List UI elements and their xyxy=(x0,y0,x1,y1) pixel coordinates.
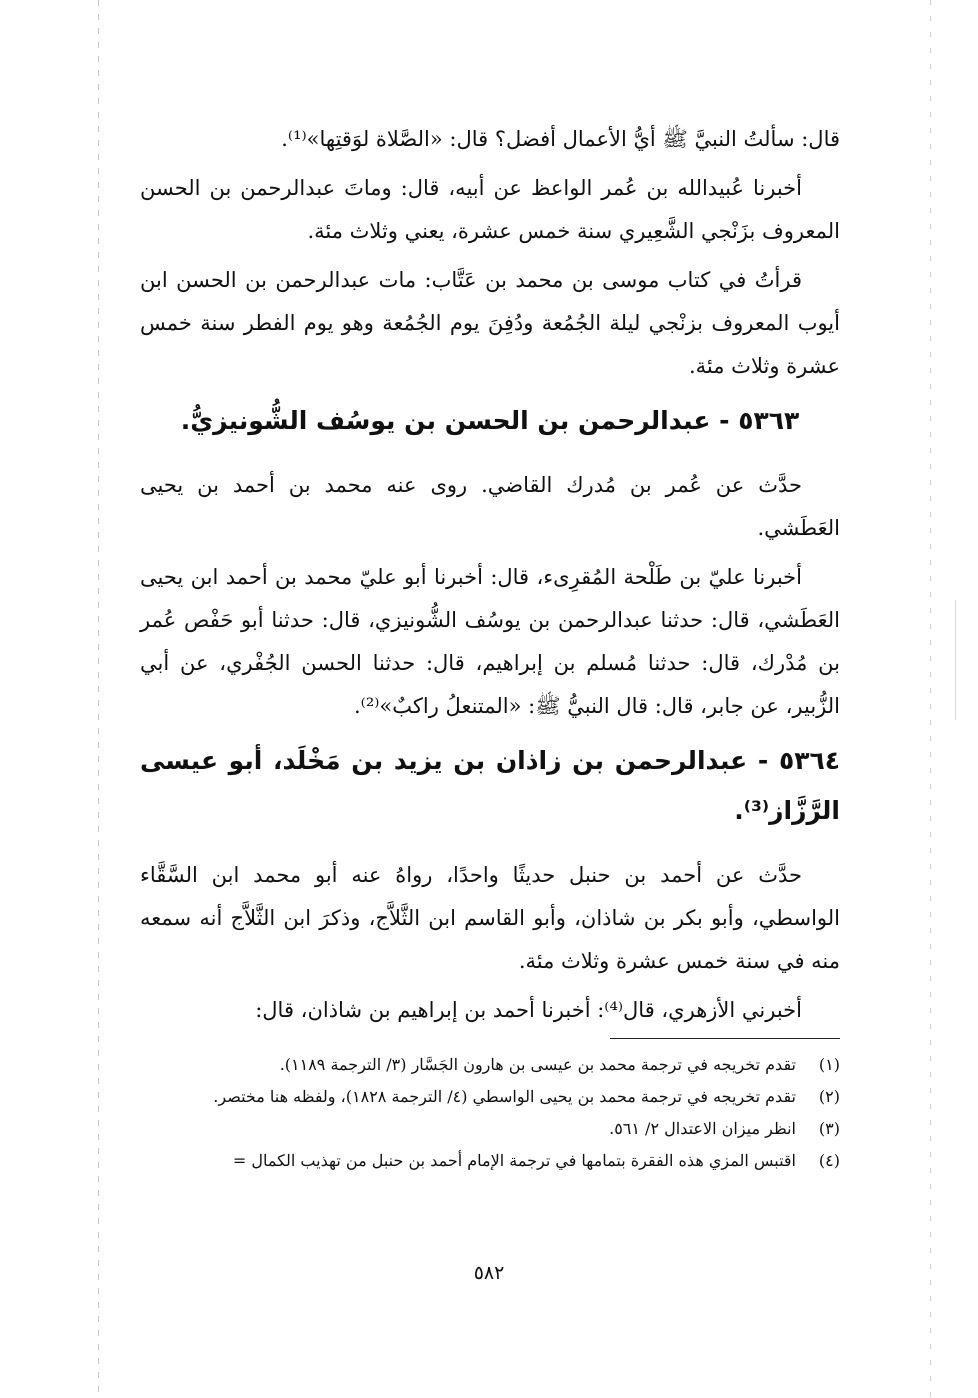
footnote-number: (١) xyxy=(818,1055,840,1074)
footnote-number: (٢) xyxy=(818,1087,840,1106)
scan-edge-left xyxy=(98,0,99,1398)
footnote-text: تقدم تخريجه في ترجمة محمد بن يحيى الواسطي (٤/ الترجمة ١٨٢٨)، ولفظه هنا مختصر. xyxy=(213,1087,796,1106)
footnote-text: انظر ميزان الاعتدال ٢/ ٥٦١. xyxy=(609,1119,796,1138)
paragraph-hadith-prayer: قال: سألتُ النبيَّ ﷺ أيُّ الأعمال أفضل؟ قال: «الصَّلاة لوَقتِها»⁽¹⁾. xyxy=(281,127,840,151)
paragraph-azhari: أخبرني الأزهري، قال⁽⁴⁾: أخبرنا أحمد بن إبراهيم بن شاذان، قال: xyxy=(255,998,802,1022)
entry-heading-5363: ٥٣٦٣ - عبدالرحمن بن الحسن بن يوسُف الشُّونيزيُّ. xyxy=(180,406,800,435)
footnote-item xyxy=(140,1049,840,1081)
footnote-item xyxy=(140,1081,840,1113)
page-body xyxy=(140,118,840,1358)
footnote-item xyxy=(140,1145,840,1177)
footnote-item xyxy=(140,1113,840,1145)
paragraph-ahmad-hadith: حدَّث عن أحمد بن حنبل حديثًا واحدًا، رواهُ عنه أبو محمد ابن السَّقَّاء الواسطي، وأبو بكر بن شاذان، وأبو القاسم ابن الثَّلاَّج، وذكرَ ابن الثَّلاَّج أنه سمعه منه في سنة خمس عشرة وثلاث مئة. xyxy=(140,863,840,973)
paragraph-death-report: أخبرنا عُبيدالله بن عُمر الواعظ عن أبيه، قال: وماتَ عبدالرحمن بن الحسن المعروف بزَنْجي الشَّعِيري سنة خمس عشرة، يعني وثلاث مئة. xyxy=(140,176,840,243)
footnote-text: اقتبس المزي هذه الفقرة بتمامها في ترجمة الإمام أحمد بن حنبل من تهذيب الكمال = xyxy=(232,1151,796,1170)
paragraph-isnad-chain: أخبرنا عليّ بن طَلْحة المُقرِىء، قال: أخبرنا أبو عليّ محمد بن أحمد ابن يحيى العَطَشي، قال: حدثنا عبدالرحمن بن يوسُف الشُّونيزي، قال: حدثنا أبو حَفْص عُمر بن مُدْرك، قال: حدثنا مُسلم بن إبراهيم، قال: حدثنا الحسن الجُفْري، عن أبي الزُّبير، عن جابر، قال: قال النبيُّ ﷺ: «المتنعلُ راكبٌ»⁽²⁾. xyxy=(140,565,840,718)
scan-edge-mark xyxy=(955,600,956,720)
page-number: ٥٨٢ xyxy=(473,1262,505,1284)
footnote-number: (٤) xyxy=(818,1151,840,1170)
paragraph-narrated-from: حدَّث عن عُمر بن مُدرك القاضي. روى عنه محمد بن أحمد بن يحيى العَطَشي. xyxy=(140,473,840,540)
paragraph-book-reading: قرأتُ في كتاب موسى بن محمد بن عَتَّاب: مات عبدالرحمن بن الحسن ابن أيوب المعروف بزنْجي ليلة الجُمُعة ودُفِنَ يوم الجُمُعة وهو يوم الفطر سنة خمس عشرة وثلاث مئة. xyxy=(140,268,840,378)
footnote-number: (٣) xyxy=(818,1119,840,1138)
footnote-divider xyxy=(610,1038,840,1039)
footnote-text: تقدم تخريجه في ترجمة محمد بن عيسى بن هارون الجَسَّار (٣/ الترجمة ١١٨٩). xyxy=(279,1055,796,1074)
scan-edge-right xyxy=(930,0,931,1398)
entry-heading-5364: ٥٣٦٤ - عبدالرحمن بن زاذان بن يزيد بن مَخْلَد، أبو عيسى الرَّزَّاز⁽³⁾. xyxy=(140,746,840,825)
